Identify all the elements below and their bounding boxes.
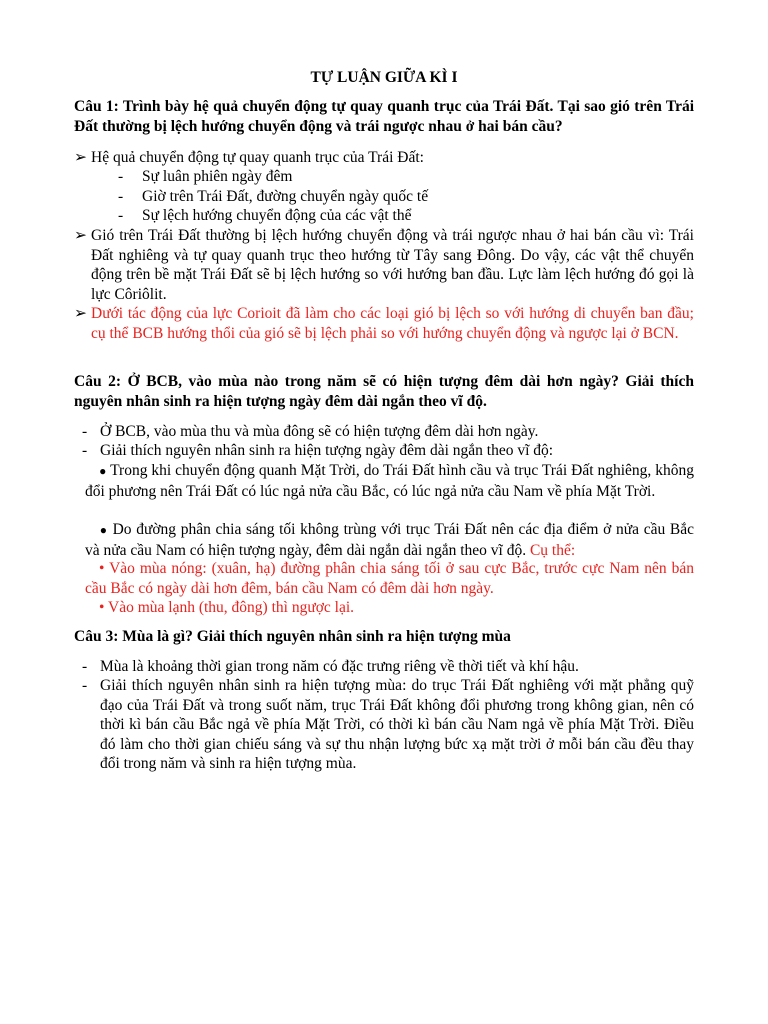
q1-answer-2-text: Gió trên Trái Đất thường bị lệch hướng chuyển động và trái ngược nhau ở hai bán cầu vì: Trái Đất nghiêng và tự quay quanh trục theo hướng từ Tây sang Đông. Do vậy, các vật thể chuyển động trên bề mặt Trái Đất sẽ bị lệch hướng so với hướng ban đầu. Lực làm lệch hướng đó gọi là lực Côriôlit. [91,227,694,303]
q2-paragraph-1 [85,461,694,501]
q1-sub-item-3 [118,206,618,226]
q3-dash-item-1 [82,657,694,677]
q1-sub-item-text: Sự lệch hướng chuyển động của các vật thể [142,207,412,224]
q2-dash-item-2 [82,441,694,461]
q1-answer-1 [74,148,694,168]
document-title: TỰ LUẬN GIỮA KÌ I [310,69,458,86]
dash-marker: - [82,442,88,459]
q2-dash-item-text: Ở BCB, vào mùa thu và mùa đông sẽ có hiện tượng đêm dài hơn ngày. [100,423,539,440]
dash-marker: - [82,658,88,675]
q3-dash-item-2 [82,676,694,774]
arrow-bullet-icon: ➢ [74,149,87,166]
q2-dash-item-1 [82,422,694,442]
q2-red-item-1-text: • Vào mùa nóng: (xuân, hạ) đường phân chia sáng tối ở sau cực Bắc, trước cực Nam nên bán cầu Bắc có ngày dài hơn đêm, bán cầu Nam có đêm dài hơn ngày. [85,560,694,597]
q1-answer-2 [74,226,694,304]
dash-marker: - [118,207,124,224]
q1-sub-item-text: Sự luân phiên ngày đêm [142,168,293,185]
dash-marker: - [82,423,88,440]
q3-dash-item-text: Giải thích nguyên nhân sinh ra hiện tượng mùa: do trục Trái Đất nghiêng với mặt phẳng quỹ đạo của Trái Đất và trong suốt năm, trục Trái Đất không đổi phương trong không gian, nên có thời kì bán cầu Bắc ngả về phía Mặt Trời, có thời kì bán cầu Nam ngả về phía Mặt Trời. Điều đó làm cho thời gian chiếu sáng và sự thu nhận lượng bức xạ mặt trời ở mỗi bán cầu đều thay đổi trong năm và sinh ra hiện tượng mùa. [100,677,694,772]
q1-answer-1-text: Hệ quả chuyển động tự quay quanh trục của Trái Đất: [91,149,424,166]
dash-marker: - [118,188,124,205]
q2-paragraph-2-text: Do đường phân chia sáng tối không trùng với trục Trái Đất nên các địa điểm ở nửa cầu Bắc và nửa cầu Nam có hiện tượng ngày, đêm dài ngắn dài ngắn theo vĩ độ. [85,521,695,559]
question-1: Câu 1: Trình bày hệ quả chuyển động tự quay quanh trục của Trái Đất. Tại sao gió trên Trái Đất thường bị lệch hướng chuyển động và trái ngược nhau ở hai bán cầu? [74,98,694,135]
bullet-dot-icon: ● [99,523,108,537]
q2-red-item-2 [85,598,694,618]
arrow-bullet-icon: ➢ [74,227,87,244]
dash-marker: - [118,168,124,185]
bullet-dot-icon: ● [99,464,107,478]
q3-dash-item-text: Mùa là khoảng thời gian trong năm có đặc trưng riêng về thời tiết và khí hậu. [100,658,579,675]
q2-paragraph-2-highlight: Cụ thể: [529,541,576,559]
q2-dash-item-text: Giải thích nguyên nhân sinh ra hiện tượng ngày đêm dài ngắn theo vĩ độ: [100,442,554,459]
question-2: Câu 2: Ở BCB, vào mùa nào trong năm sẽ có hiện tượng đêm dài hơn ngày? Giải thích nguyên nhân sinh ra hiện tượng ngày đêm dài ngắn theo vĩ độ. [74,373,694,410]
q1-answer-3-text: Dưới tác động của lực Corioit đã làm cho các loại gió bị lệch so với hướng di chuyển ban đầu; cụ thể BCB hướng thổi của gió sẽ bị lệch phải so với hướng chuyển động và ngược lại ở BCN. [91,305,694,342]
q2-red-item-1 [85,559,694,598]
arrow-bullet-icon: ➢ [74,305,87,322]
q1-sub-item-2 [118,187,618,207]
q1-sub-item-1 [118,167,618,187]
q1-sub-item-text: Giờ trên Trái Đất, đường chuyển ngày quốc tế [142,188,429,205]
q2-red-item-2-text: • Vào mùa lạnh (thu, đông) thì ngược lại. [99,599,355,616]
question-3: Câu 3: Mùa là gì? Giải thích nguyên nhân sinh ra hiện tượng mùa [74,628,511,645]
q1-answer-3 [74,304,694,343]
dash-marker: - [82,677,88,694]
q2-paragraph-1-text: Trong khi chuyển động quanh Mặt Trời, do Trái Đất hình cầu và trục Trái Đất nghiêng, không đổi phương nên Trái Đất có lúc ngả nửa cầu Bắc, có lúc ngả nửa cầu Nam về phía Mặt Trời. [85,462,694,500]
q2-paragraph-2 [85,520,694,560]
